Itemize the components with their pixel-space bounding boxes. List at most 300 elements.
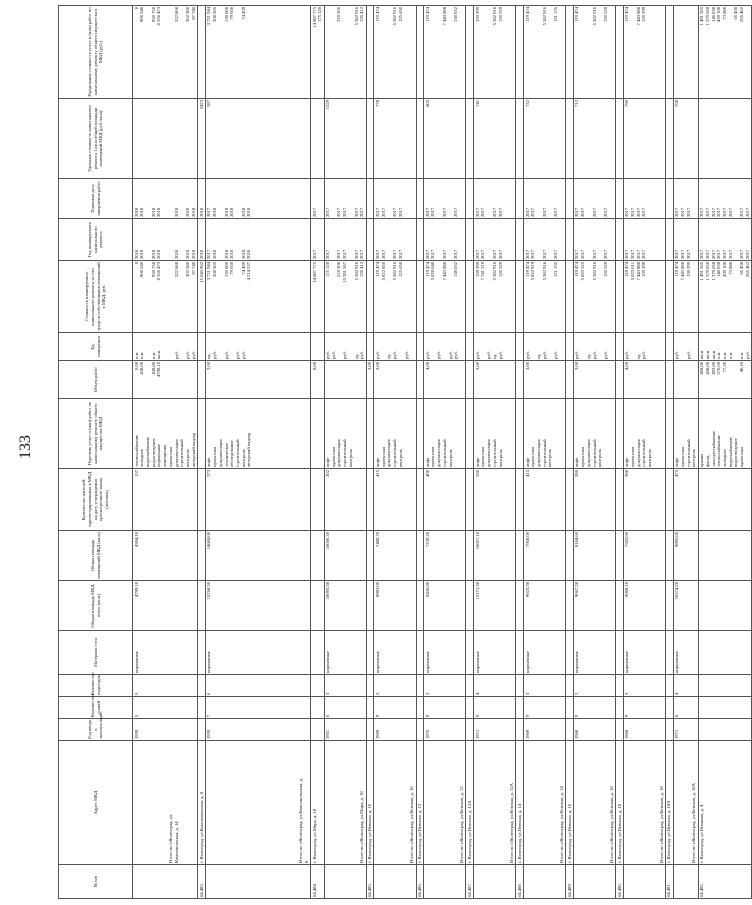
cell-num bbox=[205, 865, 310, 899]
cell-residents: 415 bbox=[374, 469, 416, 531]
cell-year bbox=[698, 719, 752, 741]
cell-works bbox=[133, 399, 198, 469]
cell-done-date-line: 2017 bbox=[603, 207, 609, 217]
cell-year: 1970 bbox=[424, 719, 466, 741]
cell-entrances: 6 bbox=[205, 675, 310, 697]
cell-works-line: лифт bbox=[574, 457, 580, 467]
cell-works-line: контроль bbox=[447, 449, 453, 467]
cell-entrances bbox=[198, 675, 206, 697]
cell-num: 64.483. bbox=[198, 865, 206, 899]
cell-plan-year bbox=[416, 219, 424, 261]
cell-residents bbox=[698, 469, 752, 531]
cell-works-line: лифт bbox=[524, 457, 530, 467]
cell-wall bbox=[416, 631, 424, 675]
cell-unit-cost-line: 712 bbox=[574, 100, 580, 107]
cell-works-line: теплоснабжение bbox=[716, 434, 722, 467]
cell-volume bbox=[324, 361, 366, 399]
cell-unit-line: ед. bbox=[206, 353, 212, 359]
cell-works-line: проектная bbox=[480, 447, 486, 467]
cell-volume bbox=[466, 361, 474, 399]
cell-works-line: документация bbox=[535, 439, 541, 467]
cell-floors bbox=[698, 697, 752, 719]
cell-unit bbox=[466, 333, 474, 361]
cell-year: 1969 bbox=[524, 719, 566, 741]
cell-plan-year-line: 2017 bbox=[635, 249, 641, 259]
cell-wall bbox=[466, 631, 474, 675]
cell-plan-year bbox=[424, 219, 466, 261]
cell-num bbox=[573, 865, 615, 899]
cell-limit-cost bbox=[374, 6, 416, 99]
cell-volume-line: 0,00 bbox=[133, 362, 139, 371]
cell-num bbox=[623, 865, 665, 899]
cell-address bbox=[366, 741, 374, 865]
cell-limit-cost-line: 5 582 916 bbox=[353, 7, 359, 26]
cell-area: 15768,30 bbox=[205, 581, 310, 631]
cell-works-line: строительный bbox=[179, 439, 185, 467]
cell-works-line: контроль bbox=[647, 449, 653, 467]
cell-cost-line: 121 135 bbox=[553, 262, 559, 277]
cell-plan-year-line: 2017 bbox=[744, 249, 750, 259]
cell-done-date bbox=[466, 179, 474, 219]
cell-plan-year-line: 2017 bbox=[679, 249, 685, 259]
cell-num: 64.488. bbox=[516, 865, 524, 899]
cell-works-line: проектная bbox=[530, 447, 536, 467]
cell-entrances bbox=[616, 675, 624, 697]
cell-wall: кирпичные bbox=[573, 631, 615, 675]
cell-done-date bbox=[673, 179, 698, 219]
cell-year bbox=[416, 719, 424, 741]
header-area: Общая площадь МКД, всего (кв.м) bbox=[59, 581, 133, 631]
cell-cost-line: 125 650 bbox=[397, 262, 403, 277]
cell-residents bbox=[665, 469, 673, 531]
cell-works-line: строительный bbox=[491, 439, 497, 467]
header-plan-year: Год планируемого капитального ремонта bbox=[59, 219, 133, 261]
cell-unit-line: ед. bbox=[535, 353, 541, 359]
cell-limit-cost-line: 5 582 916 bbox=[392, 7, 398, 26]
table-row bbox=[324, 6, 366, 899]
cell-done-date bbox=[311, 179, 324, 219]
cell-entrances bbox=[566, 675, 574, 697]
cell-address bbox=[205, 741, 310, 865]
cell-unit-cost bbox=[424, 99, 466, 179]
cell-done-date-line: 2017 bbox=[624, 207, 630, 217]
header-address: Адрес МКД bbox=[59, 741, 133, 865]
cell-floors bbox=[466, 697, 474, 719]
cell-num: 64.487. bbox=[466, 865, 474, 899]
cell-works-line: проектная bbox=[580, 447, 586, 467]
cell-works-line: холодное bbox=[722, 448, 727, 467]
cell-done-date-line: 2017 bbox=[374, 207, 380, 217]
cell-year: 1969 bbox=[374, 719, 416, 741]
cell-plan-year-line: 2018 bbox=[190, 249, 196, 259]
cell-volume-line: 438,00 bbox=[704, 362, 710, 375]
cell-num bbox=[474, 865, 516, 899]
cell-unit-cost bbox=[474, 99, 516, 179]
cell-plan-year-line: 2018 bbox=[133, 249, 139, 259]
cell-works-line: лифт bbox=[674, 457, 680, 467]
cell-unit-line: кв.м bbox=[699, 350, 705, 359]
cell-volume-line: 4798,10 bbox=[156, 362, 162, 377]
cell-done-date-line: 2018 bbox=[150, 207, 156, 217]
cell-works-line: документация bbox=[635, 439, 641, 467]
cell-cost bbox=[198, 261, 206, 333]
cell-floors: 9 bbox=[424, 697, 466, 719]
cell-works-line: теплоснабжение bbox=[133, 434, 139, 467]
cell-works-line: водоснабжение bbox=[727, 437, 733, 467]
cell-limit-cost-line: 79 650 bbox=[229, 7, 235, 20]
cell-wall: кирпичные bbox=[424, 631, 466, 675]
cell-done-date bbox=[374, 179, 416, 219]
cell-area-premises bbox=[516, 531, 524, 581]
cell-plan-year-line: 2017 bbox=[359, 249, 365, 259]
cell-cost bbox=[205, 261, 310, 333]
cell-floors bbox=[198, 697, 206, 719]
cell-plan-year bbox=[366, 219, 374, 261]
cell-works-line: документация bbox=[585, 439, 591, 467]
cell-cost-line: 73 880 bbox=[727, 262, 733, 275]
cell-unit-line: кв.м bbox=[704, 350, 710, 359]
cell-cost-line: 7 443 888 bbox=[441, 262, 447, 281]
cell-done-date-line: 2018 bbox=[246, 207, 252, 217]
cell-limit-cost-line: 14 887 775 bbox=[311, 7, 317, 28]
cell-done-date-line: 2017 bbox=[679, 207, 685, 217]
cell-area bbox=[198, 581, 206, 631]
cell-unit-line: руб. bbox=[212, 351, 218, 359]
table-frame bbox=[58, 6, 750, 899]
cell-wall bbox=[698, 631, 752, 675]
cell-cost-line: 906 546 bbox=[139, 262, 145, 277]
cell-year: 1959 bbox=[205, 719, 310, 741]
cell-works-line: авторский надзор bbox=[190, 432, 196, 467]
cell-limit-cost bbox=[623, 6, 665, 99]
cell-works-line: строительный bbox=[234, 439, 240, 467]
cell-residents: 368 bbox=[623, 469, 665, 531]
cell-plan-year-line: 2017 bbox=[704, 249, 710, 259]
cell-works-line: холодное bbox=[139, 448, 145, 467]
cell-works bbox=[673, 399, 698, 469]
cell-volume-line: 270,00 bbox=[716, 362, 722, 375]
cell-volume bbox=[205, 361, 310, 399]
cell-area-premises bbox=[566, 531, 574, 581]
cell-done-date-line: 2018 bbox=[190, 207, 196, 217]
cell-unit bbox=[416, 333, 424, 361]
cell-address bbox=[616, 741, 624, 865]
cell-volume-line: 77,50 bbox=[722, 362, 727, 373]
cell-address bbox=[311, 741, 324, 865]
cell-volume bbox=[566, 361, 574, 399]
table-row bbox=[416, 6, 424, 899]
cell-done-date-line: 2018 bbox=[156, 207, 162, 217]
cell-floors: 9 bbox=[474, 697, 516, 719]
cell-cost-line: 146 038 bbox=[716, 262, 722, 277]
header-wall: Материал стен bbox=[59, 631, 133, 675]
cell-done-date-line: 2017 bbox=[553, 207, 559, 217]
cell-plan-year-line: 2018 bbox=[212, 249, 218, 259]
cell-cost-line: 87 740 bbox=[190, 262, 196, 275]
cell-cost-line: 950 750 bbox=[150, 262, 156, 277]
cell-plan-year-line: 2017 bbox=[553, 249, 559, 259]
cell-plan-year-line: 2017 bbox=[541, 249, 547, 259]
cell-area-premises bbox=[466, 531, 474, 581]
cell-plan-year-line: 2017 bbox=[206, 249, 212, 259]
cell-address bbox=[573, 741, 615, 865]
cell-done-date-line: 2017 bbox=[336, 207, 342, 217]
cell-unit-cost-line: 741 bbox=[474, 100, 480, 107]
cell-residents: 415 bbox=[524, 469, 566, 531]
cell-done-date-line: 2018 bbox=[173, 207, 179, 217]
cell-works-line: лифт bbox=[325, 457, 330, 467]
cell-done-date-line: 2017 bbox=[311, 207, 317, 217]
cell-plan-year bbox=[673, 219, 698, 261]
cell-wall bbox=[366, 631, 374, 675]
cell-limit-cost bbox=[573, 6, 615, 99]
cell-limit-cost-line: 522 868 bbox=[173, 7, 179, 22]
cell-num: 64.485. bbox=[366, 865, 374, 899]
cell-volume bbox=[524, 361, 566, 399]
cell-unit-line: руб. bbox=[342, 351, 348, 359]
cell-unit bbox=[573, 333, 615, 361]
table-row bbox=[698, 6, 752, 899]
cell-address bbox=[416, 741, 424, 865]
cell-cost-line: 7 741 219 bbox=[480, 262, 486, 281]
cell-wall: кирпичные bbox=[524, 631, 566, 675]
cell-volume-line: 3,00 bbox=[374, 362, 380, 371]
cell-unit-line: п.м bbox=[150, 352, 156, 359]
cell-address-line: г. Волгоград, ул.Мира, д. 18 bbox=[311, 808, 317, 863]
cell-residents bbox=[311, 469, 324, 531]
cell-area: 10574,20 bbox=[673, 581, 698, 631]
cell-cost-line: 138 032 bbox=[453, 262, 459, 277]
cell-area-premises: 7488,70 bbox=[374, 531, 416, 581]
cell-volume-line: 492,80 bbox=[710, 362, 716, 375]
cell-plan-year-line: 2018 bbox=[223, 249, 229, 259]
cell-cost-line: 5 582 916 bbox=[591, 262, 597, 281]
header-cost: Стоимость планируемого капитального ремонта за счет средств собственников помещений в МКД, руб. bbox=[59, 261, 133, 333]
cell-plan-year bbox=[466, 219, 474, 261]
cell-residents bbox=[616, 469, 624, 531]
cell-limit-cost-line: 0 bbox=[133, 7, 139, 10]
cell-unit bbox=[133, 333, 198, 361]
table-row bbox=[616, 6, 624, 899]
cell-works bbox=[573, 399, 615, 469]
cell-works bbox=[665, 399, 673, 469]
cell-cost-line: 5 582 916 bbox=[353, 262, 359, 281]
cell-floors: 8 bbox=[673, 697, 698, 719]
cell-entrances bbox=[698, 675, 752, 697]
cell-limit-cost-line: 439 108 bbox=[716, 7, 722, 22]
cell-unit-line: ед. bbox=[386, 353, 392, 359]
cell-done-date-line: 2017 bbox=[491, 207, 497, 217]
cell-plan-year-line: 2017 bbox=[674, 249, 680, 259]
cell-volume bbox=[665, 361, 673, 399]
cell-plan-year-line: 2017 bbox=[580, 249, 586, 259]
cell-plan-year-line: 2017 bbox=[574, 249, 580, 259]
cell-done-date bbox=[198, 179, 206, 219]
cell-cost-line: 5 823 525 bbox=[580, 262, 586, 281]
cell-unit bbox=[374, 333, 416, 361]
cell-works-line: крыша bbox=[699, 453, 705, 467]
cell-limit-cost bbox=[416, 6, 424, 99]
cell-works bbox=[698, 399, 752, 469]
cell-unit bbox=[623, 333, 665, 361]
cell-address-line: г. Волгоград, ул.Невская, д. 10 bbox=[367, 803, 373, 863]
cell-volume bbox=[698, 361, 752, 399]
cell-plan-year-line: 2018 bbox=[173, 249, 179, 259]
cell-unit bbox=[698, 333, 752, 361]
cell-residents: 280 bbox=[573, 469, 615, 531]
cell-address bbox=[516, 741, 524, 865]
cell-unit-cost bbox=[205, 99, 310, 179]
cell-limit-cost-line: 5 582 916 bbox=[491, 7, 497, 26]
header-unit-cost: Удельная стоимость капитального ремонта 1 кв.м общей площади помещений МКД (руб./кв.м) bbox=[59, 99, 133, 179]
cell-num bbox=[324, 865, 366, 899]
cell-volume-line: 3,00 bbox=[574, 362, 580, 371]
cell-unit-line: руб. bbox=[436, 351, 442, 359]
cell-plan-year-line: 2017 bbox=[342, 249, 348, 259]
cell-limit-cost-line: 5 582 916 bbox=[541, 7, 547, 26]
cell-address bbox=[623, 741, 665, 865]
cell-unit-line: руб. bbox=[447, 351, 453, 359]
cell-cost bbox=[516, 261, 524, 333]
cell-residents bbox=[566, 469, 574, 531]
cell-entrances: 3 bbox=[374, 675, 416, 697]
table-row bbox=[516, 6, 524, 899]
cell-volume-line: 4,00 bbox=[624, 362, 630, 371]
cell-works-line: документация bbox=[486, 439, 492, 467]
cell-area bbox=[566, 581, 574, 631]
cell-volume bbox=[424, 361, 466, 399]
cell-cost bbox=[665, 261, 673, 333]
cell-limit-cost-line: 7 443 888 bbox=[635, 7, 641, 26]
cell-area bbox=[466, 581, 474, 631]
cell-volume bbox=[474, 361, 516, 399]
cell-unit-cost bbox=[665, 99, 673, 179]
cell-unit-cost bbox=[133, 99, 198, 179]
cell-works-line: контроль bbox=[240, 449, 246, 467]
cell-limit-cost bbox=[566, 6, 574, 99]
cell-done-date-line: 2018 bbox=[185, 207, 191, 217]
cell-done-date-line: 2017 bbox=[497, 207, 503, 217]
cell-works-line: обследование bbox=[229, 440, 235, 467]
cell-limit-cost-line: 218 506 bbox=[336, 7, 342, 22]
cell-done-date-line: 2017 bbox=[641, 207, 647, 217]
cell-plan-year-line: 2017 bbox=[392, 249, 398, 259]
cell-limit-cost-line: 119 474 bbox=[374, 7, 380, 22]
cell-cost-line: 5 582 916 bbox=[392, 262, 398, 281]
cell-unit-cost-line: 3423 bbox=[198, 100, 204, 110]
cell-works-line: контроль bbox=[497, 449, 503, 467]
cell-address bbox=[698, 741, 752, 865]
cell-plan-year-line: 2017 bbox=[474, 249, 480, 259]
cell-plan-year bbox=[566, 219, 574, 261]
cell-limit-cost-line: 119 474 bbox=[624, 7, 630, 22]
cell-done-date-line: 2017 bbox=[704, 207, 710, 217]
cell-works bbox=[424, 399, 466, 469]
cell-works-line: лифт bbox=[374, 457, 380, 467]
cell-works-line: помещения bbox=[162, 444, 168, 467]
cell-volume bbox=[198, 361, 206, 399]
cell-plan-year bbox=[524, 219, 566, 261]
cell-cost-line: 74 439 bbox=[240, 262, 246, 275]
cell-unit-line: руб. bbox=[223, 351, 229, 359]
cell-plan-year bbox=[324, 219, 366, 261]
cell-limit-cost-line: 1 491 565 bbox=[699, 7, 705, 26]
cell-floors bbox=[311, 697, 324, 719]
cell-cost bbox=[616, 261, 624, 333]
cell-address bbox=[424, 741, 466, 865]
cell-works-line: контроль bbox=[597, 449, 603, 467]
cell-address bbox=[324, 741, 366, 865]
cell-works-line: техническое bbox=[223, 442, 229, 467]
cell-limit-cost-line: 265 462 bbox=[739, 7, 745, 22]
cell-limit-cost-line: 159 299 bbox=[641, 7, 647, 22]
cell-area: 9067,28 bbox=[573, 581, 615, 631]
cell-residents bbox=[366, 469, 374, 531]
cell-year: 1968 bbox=[573, 719, 615, 741]
cell-plan-year-line: 2017 bbox=[353, 249, 359, 259]
cell-floors: 7 bbox=[205, 697, 310, 719]
cell-wall: кирпичные bbox=[205, 631, 310, 675]
cell-limit-cost bbox=[324, 6, 366, 99]
cell-plan-year bbox=[133, 219, 198, 261]
cell-plan-year-line: 2017 bbox=[716, 249, 722, 259]
header-entrances: Количество подъездов bbox=[59, 675, 133, 697]
cell-floors: 9 bbox=[524, 697, 566, 719]
cell-works-line: строительный bbox=[392, 439, 398, 467]
cell-limit-cost bbox=[616, 6, 624, 99]
cell-cost-line: 5 582 916 bbox=[491, 262, 497, 281]
cell-limit-cost-line: 159 299 bbox=[474, 7, 480, 22]
cell-works-line: документация bbox=[386, 439, 392, 467]
cell-cost-line: 119 474 bbox=[374, 262, 380, 277]
cell-done-date-line: 2017 bbox=[524, 207, 530, 217]
cell-floors: 9 bbox=[623, 697, 665, 719]
cell-address-line: г. Волгоград, ул.Невская, д. 12А bbox=[466, 800, 472, 863]
cell-floors bbox=[665, 697, 673, 719]
cell-address bbox=[566, 741, 574, 865]
cell-unit-line: руб. bbox=[234, 351, 240, 359]
cell-done-date-line: 2017 bbox=[453, 207, 459, 217]
cell-done-date-line: 2017 bbox=[530, 207, 536, 217]
cell-cost bbox=[524, 261, 566, 333]
cell-cost-line: 119 474 bbox=[574, 262, 580, 277]
cell-cost-line: 1 379 658 bbox=[704, 262, 710, 281]
cell-done-date bbox=[416, 179, 424, 219]
cell-done-date bbox=[665, 179, 673, 219]
cell-unit-cost bbox=[311, 99, 324, 179]
cell-plan-year-line: 2018 bbox=[240, 249, 246, 259]
cell-floors: 9 bbox=[374, 697, 416, 719]
cell-area-premises bbox=[366, 531, 374, 581]
cell-limit-cost bbox=[133, 6, 198, 99]
cell-unit bbox=[616, 333, 624, 361]
cell-plan-year-line: 2018 bbox=[246, 249, 252, 259]
cell-residents: 202 bbox=[324, 469, 366, 531]
cell-volume bbox=[623, 361, 665, 399]
cell-unit-line: руб. bbox=[641, 351, 647, 359]
cell-address-line: 8 bbox=[303, 860, 309, 863]
cell-limit-cost-line: 208 505 bbox=[212, 7, 218, 22]
cell-works-line: проектная bbox=[380, 447, 386, 467]
cell-unit-line: руб. bbox=[474, 351, 480, 359]
cell-unit-line: руб. bbox=[240, 351, 246, 359]
cell-plan-year-line: 2018 bbox=[150, 249, 156, 259]
buildings-table bbox=[58, 5, 752, 899]
cell-works-line: водоснабжение bbox=[144, 437, 150, 467]
cell-area-premises bbox=[698, 531, 752, 581]
cell-unit-line: руб. bbox=[574, 351, 580, 359]
cell-plan-year-line: 2017 bbox=[497, 249, 503, 259]
